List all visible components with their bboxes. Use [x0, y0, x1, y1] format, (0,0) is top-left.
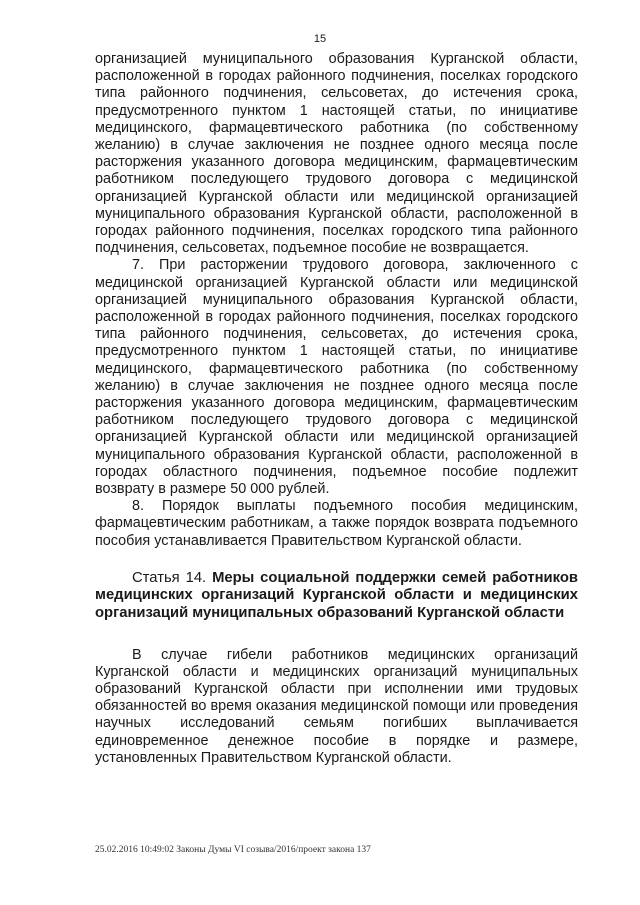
paragraph-article-14: В случае гибели работников медицинских организаций Курганской области и медицинских организаций муниципальных образований Курганской области при исполнении ими трудовых обязанностей во время оказания медицинской помощи или проведения научных исследований семьям погибших выплачивается единовременное денежное пособие в порядке и размере, установленных Правительством Курганской области. — [95, 646, 578, 766]
article-heading — [95, 570, 578, 623]
paragraph-item-8: 8. Порядок выплаты подъемного пособия медицинским, фармацевтическим работникам, а также порядок возврата подъемного пособия устанавливается Правительством Курганской области. — [95, 498, 578, 549]
paragraph-item-7: 7. При расторжении трудового договора, заключенного с медицинской организацией Курганской области или медицинской организацией муниципального образования Курганской области, расположенной в городах районного подчинения, поселках городского типа районного подчинения, сельсоветах, до истечения срока, предусмотренного пунктом 1 настоящей статьи, по инициативе медицинского, фармацевтического работника (по собственному желанию) в случае заключения не позднее одного месяца после расторжения указанного договора медицинским, фармацевтическим работником последующего трудового договора с медицинской организацией Курганской области или медицинской организацией муниципального образования Курганской области, расположенной в городах областного подчинения, подъемное пособие подлежит возврату в размере 50 000 рублей. — [95, 257, 578, 498]
footer-doc-path: 25.02.2016 10:49:02 Законы Думы VI созыва/2016/проект закона 137 — [95, 845, 371, 855]
article-title: Меры социальной поддержки семей работников медицинских организаций Курганской области и медицинских организаций муниципальных образований Курганской области — [95, 569, 578, 622]
paragraph-continued: организацией муниципального образования Курганской области, расположенной в городах районного подчинения, поселках городского типа районного подчинения, сельсоветах, до истечения срока, предусмотренного пунктом 1 настоящей статьи, по инициативе медицинского, фармацевтического работника (по собственному желанию) в случае заключения не позднее одного месяца после расторжения указанного договора медицинским, фармацевтическим работником последующего трудового договора с медицинской организацией Курганской области или медицинской организацией муниципального образования Курганской области, расположенной в городах районного подчинения, поселках городского типа районного подчинения, сельсоветах, подъемное пособие не возвращается. — [95, 51, 578, 257]
article-number: Статья 14. — [132, 569, 207, 586]
page-number: 15 — [313, 33, 327, 45]
document-body — [95, 51, 578, 767]
